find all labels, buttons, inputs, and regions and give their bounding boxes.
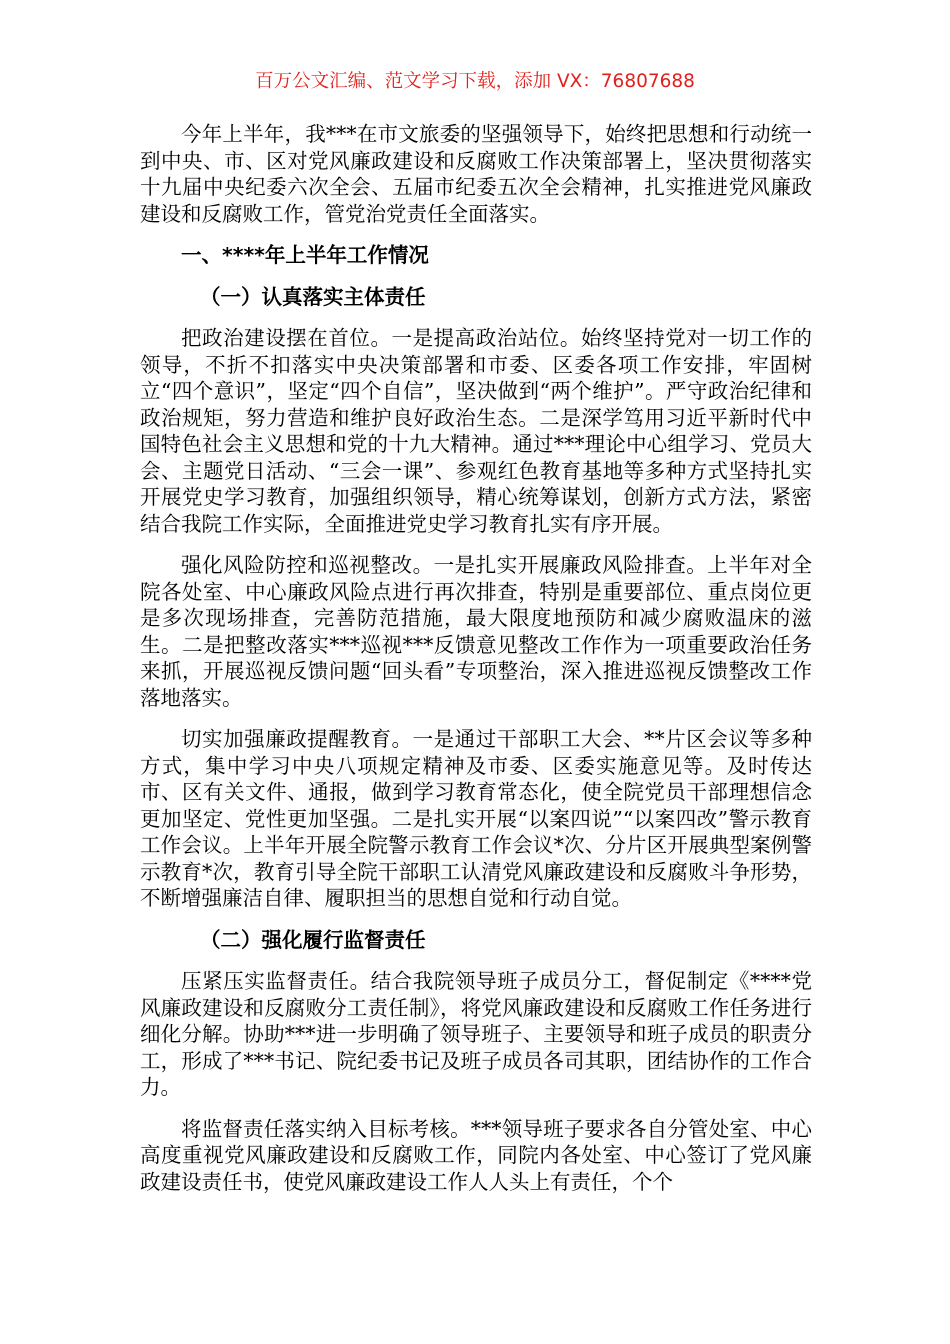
subsection-heading-1: （一）认真落实主体责任 bbox=[200, 284, 426, 309]
paragraph-risk-control: 强化风险防控和巡视整改。一是扎实开展廉政风险排查。上半年对全院各处室、中心廉政风险点进行再次排查，特别是重要部位、重点岗位更是多次现场排查，完善防范措施，最大限度地预防和减少腐败温床的滋生。二是把整改落实***巡视***反馈意见整改工作作为一项重要政治任务来抓，开展巡视反馈问题“回头看”专项整治，深入推进巡视反馈整改工作落地落实。 bbox=[140, 553, 812, 710]
promo-banner: 百万公文汇编、范文学习下载，添加 VX：76807688 bbox=[255, 71, 695, 92]
paragraph-target-assessment: 将监督责任落实纳入目标考核。***领导班子要求各自分管处室、中心高度重视党风廉政建设和反腐败工作，同院内各处室、中心签订了党风廉政建设责任书，使党风廉政建设工作人人头上有责任，个个 bbox=[140, 1116, 812, 1194]
subsection-heading-2: （二）强化履行监督责任 bbox=[200, 927, 426, 952]
paragraph-political-building: 把政治建设摆在首位。一是提高政治站位。始终坚持党对一切工作的领导，不折不扣落实中央决策部署和市委、区委各项工作安排，牢固树立“四个意识”，坚定“四个自信”，坚决做到“两个维护”。严守政治纪律和政治规矩，努力营造和维护良好政治生态。二是深学笃用习近平新时代中国特色社会主义思想和党的十九大精神。通过***理论中心组学习、党员大会、主题党日活动、“三会一课”、参观红色教育基地等多种方式坚持扎实开展党史学习教育，加强组织领导，精心统筹谋划，创新方式方法，紧密结合我院工作实际，全面推进党史学习教育扎实有序开展。 bbox=[140, 326, 812, 536]
intro-paragraph: 今年上半年，我***在市文旅委的坚强领导下，始终把思想和行动统一到中央、市、区对党风廉政建设和反腐败工作决策部署上，坚决贯彻落实十九届中央纪委六次全会、五届市纪委五次全会精神，扎实推进党风廉政建设和反腐败工作，管党治党责任全面落实。 bbox=[140, 122, 812, 226]
paragraph-supervision-duty: 压紧压实监督责任。结合我院领导班子成员分工，督促制定《****党风廉政建设和反腐败分工责任制》，将党风廉政建设和反腐败工作任务进行细化分解。协助***进一步明确了领导班子、主要领导和班子成员的职责分工，形成了***书记、院纪委书记及班子成员各司其职，团结协作的工作合力。 bbox=[140, 969, 812, 1099]
paragraph-integrity-education: 切实加强廉政提醒教育。一是通过干部职工大会、**片区会议等多种方式，集中学习中央八项规定精神及市委、区委实施意见等。及时传达市、区有关文件、通报，做到学习教育常态化，使全院党员干部理想信念更加坚定、党性更加坚强。二是扎实开展“以案四说”“以案四改”警示教育工作会议。上半年开展全院警示教育工作会议*次、分片区开展典型案例警示教育*次，教育引导全院干部职工认清党风廉政建设和反腐败斗争形势，不断增强廉洁自律、履职担当的思想自觉和行动自觉。 bbox=[140, 727, 812, 910]
section-heading: 一、****年上半年工作情况 bbox=[181, 243, 429, 267]
document-body bbox=[140, 121, 812, 1210]
